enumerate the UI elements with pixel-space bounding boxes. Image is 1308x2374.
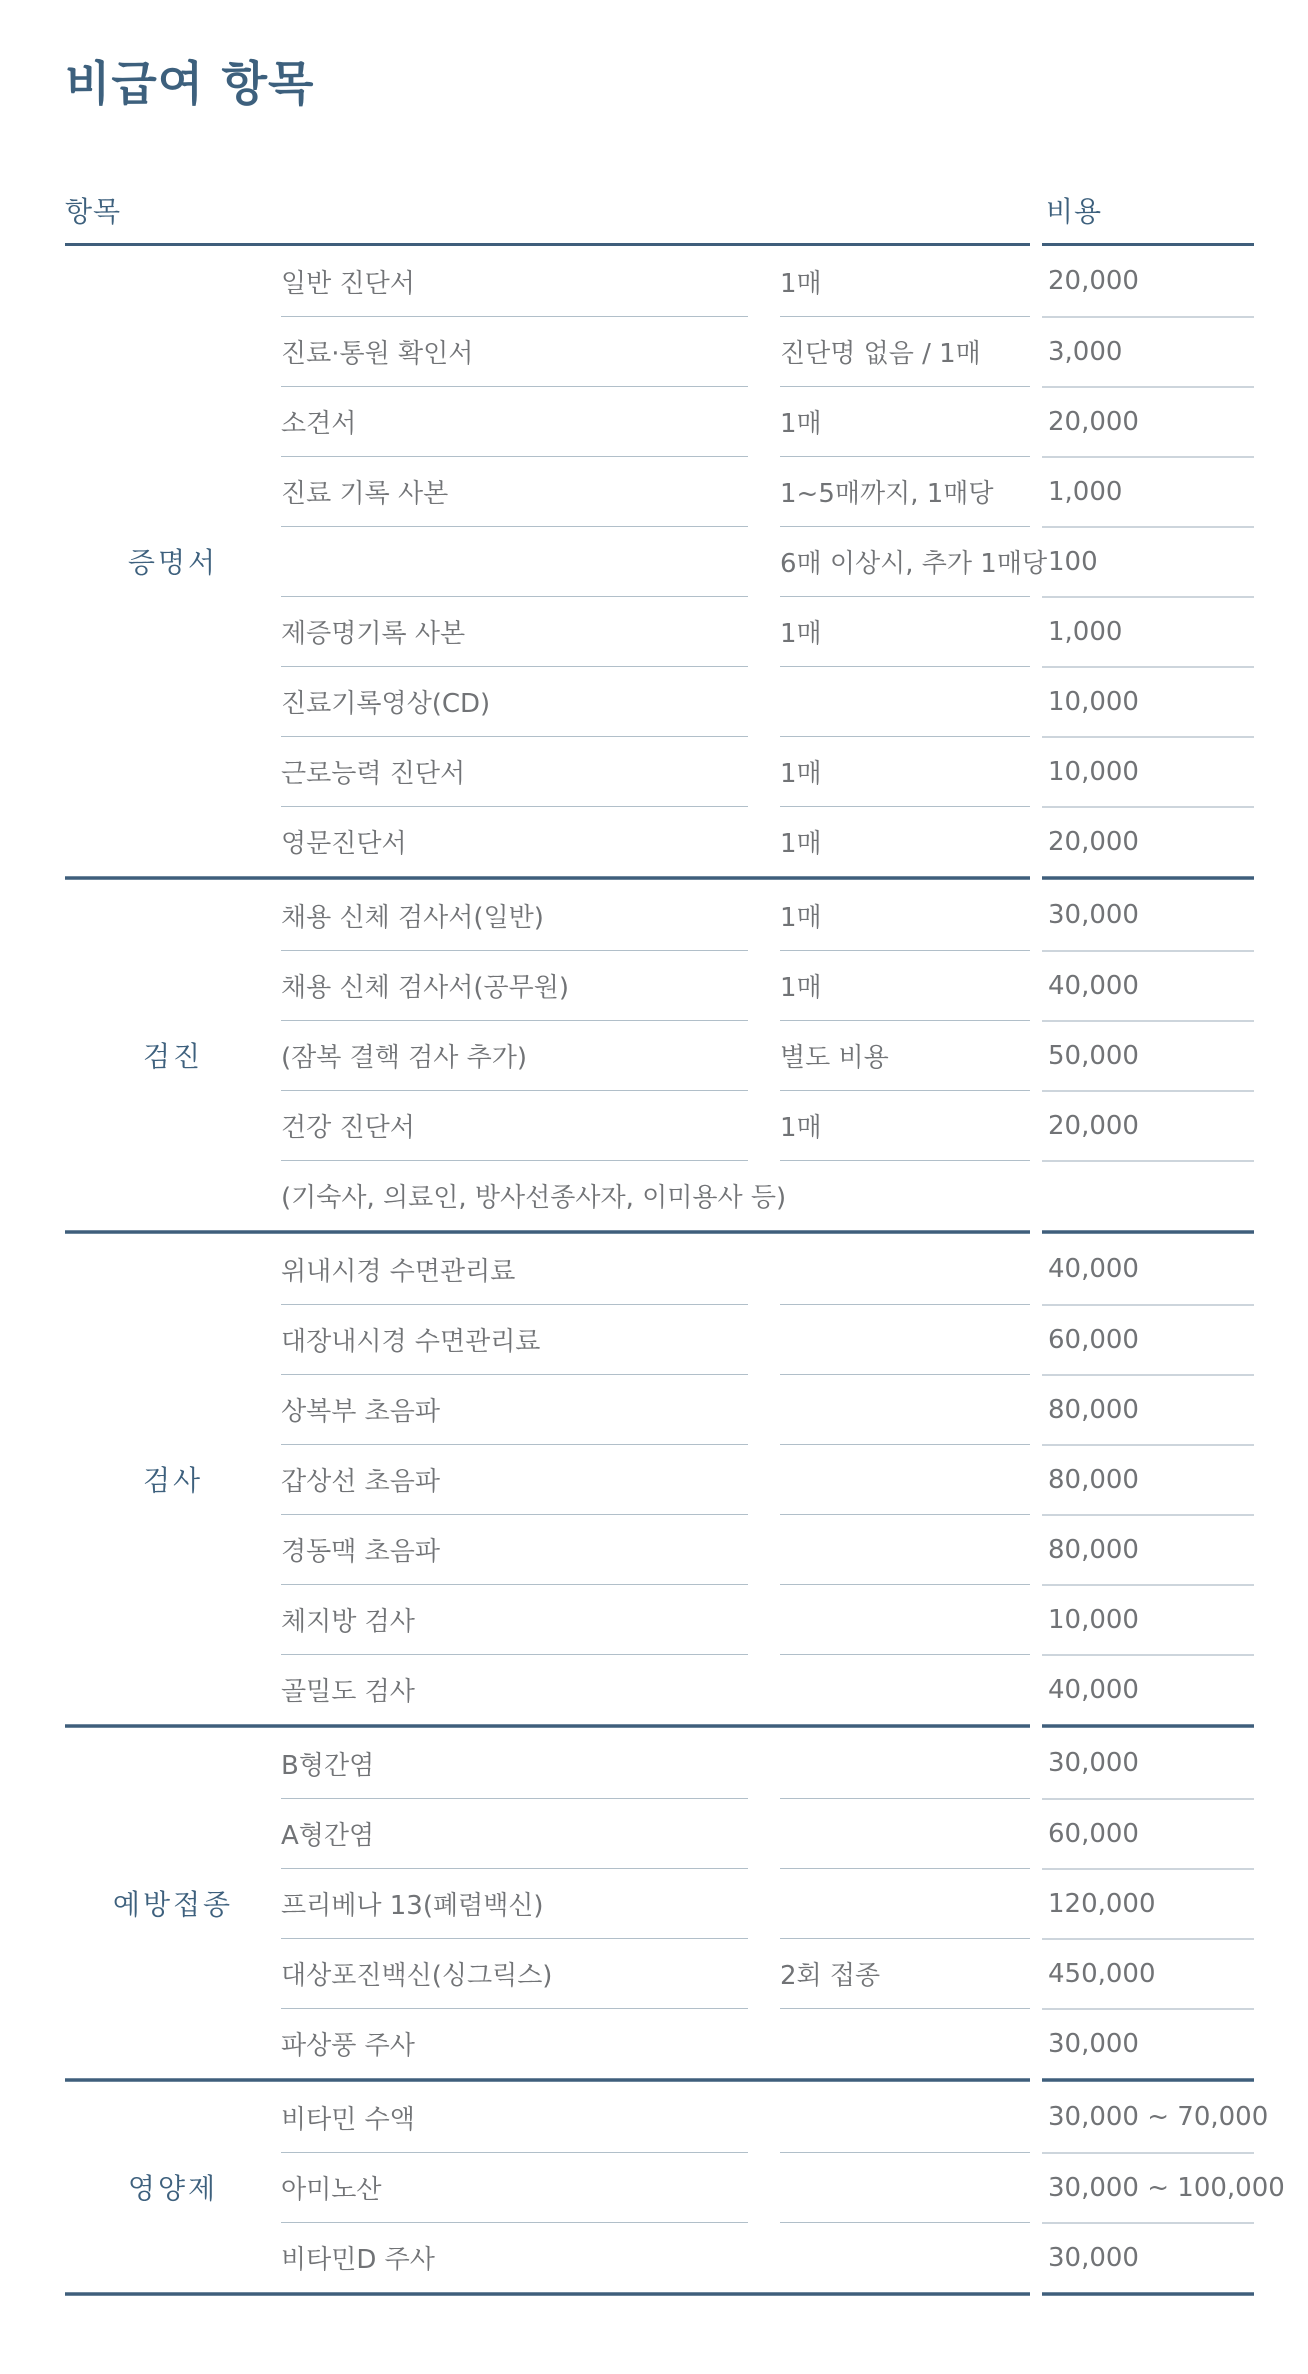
column-header-cost: 비용	[1042, 190, 1254, 246]
item-name: 아미노산	[281, 2152, 748, 2222]
item-cost: 30,000	[1048, 1748, 1139, 1779]
item-cost: 100	[1042, 526, 1254, 596]
item-name: 대장내시경 수면관리료	[281, 1304, 748, 1374]
item-cost: 80,000	[1042, 1444, 1254, 1514]
item-name: 제증명기록 사본	[281, 596, 748, 666]
item-quantity: 1매	[780, 902, 822, 933]
item-quantity: 1매	[780, 1090, 1030, 1160]
item-name: 파상풍 주사	[281, 2008, 748, 2078]
item-cost: 60,000	[1042, 1304, 1254, 1374]
item-quantity	[780, 1304, 1030, 1374]
item-name: 소견서	[281, 386, 748, 456]
item-name: 골밀도 검사	[281, 1654, 748, 1724]
item-cost: 30,000	[1048, 900, 1139, 931]
column-header-item: 항목	[65, 190, 1030, 246]
item-cost: 450,000	[1042, 1938, 1254, 2008]
item-cost: 3,000	[1042, 316, 1254, 386]
item-cost: 30,000	[1042, 2222, 1254, 2292]
item-name: 경동맥 초음파	[281, 1514, 748, 1584]
item-quantity	[780, 2152, 1030, 2222]
item-cost: 20,000	[1042, 386, 1254, 456]
item-quantity	[780, 666, 1030, 736]
item-quantity: 별도 비용	[780, 1020, 1030, 1090]
table-body	[65, 246, 1285, 2296]
item-cost: 10,000	[1042, 736, 1254, 806]
item-name: 비타민D 주사	[281, 2222, 748, 2292]
item-name: 대상포진백신(싱그릭스)	[281, 1938, 748, 2008]
section-certificates	[65, 246, 1254, 876]
item-cost: 60,000	[1042, 1798, 1254, 1868]
section-medical-checkup	[65, 880, 1254, 1230]
item-cost: 10,000	[1042, 666, 1254, 736]
item-quantity	[780, 1728, 1030, 1798]
item-quantity	[780, 1514, 1030, 1584]
item-quantity: 6매 이상시, 추가 1매당	[780, 526, 1030, 596]
item-quantity	[780, 2082, 1030, 2152]
item-cost: 40,000	[1048, 1254, 1139, 1285]
item-cost: 1,000	[1042, 596, 1254, 666]
item-name: 갑상선 초음파	[281, 1444, 748, 1514]
item-quantity: 1매	[780, 386, 1030, 456]
item-name: 위내시경 수면관리료	[281, 1256, 516, 1287]
section-divider	[65, 2292, 1254, 2296]
item-quantity	[780, 1374, 1030, 1444]
item-quantity: 1매	[780, 806, 1030, 876]
item-cost: 120,000	[1042, 1868, 1254, 1938]
section-supplements	[65, 2082, 1285, 2292]
item-name: (기숙사, 의료인, 방사선종사자, 이미용사 등)	[281, 1160, 748, 1230]
item-name: A형간염	[281, 1798, 748, 1868]
item-cost: 20,000	[1042, 1090, 1254, 1160]
item-cost: 30,000	[1042, 2008, 1254, 2078]
item-name: 프리베나 13(폐렴백신)	[281, 1868, 748, 1938]
item-cost	[1042, 1160, 1254, 1230]
item-quantity: 2회 접종	[780, 1938, 1030, 2008]
item-name: (잠복 결핵 검사 추가)	[281, 1020, 748, 1090]
item-cost: 10,000	[1042, 1584, 1254, 1654]
item-quantity: 1매	[780, 268, 822, 299]
item-quantity	[780, 1654, 1030, 1724]
item-name: 진료·통원 확인서	[281, 316, 748, 386]
item-name: 체지방 검사	[281, 1584, 748, 1654]
item-name: 근로능력 진단서	[281, 736, 748, 806]
item-name: 건강 진단서	[281, 1090, 748, 1160]
item-quantity: 1매	[780, 596, 1030, 666]
item-cost: 30,000 ~ 70,000	[1048, 2102, 1269, 2133]
item-name: 비타민 수액	[281, 2104, 415, 2135]
category-label: 검사	[142, 1464, 204, 1498]
fee-table	[65, 190, 1285, 2296]
item-name: 일반 진단서	[281, 268, 415, 299]
item-cost: 20,000	[1042, 806, 1254, 876]
item-cost: 50,000	[1042, 1020, 1254, 1090]
item-quantity	[780, 1798, 1030, 1868]
category-label: 증명서	[127, 546, 219, 580]
item-quantity	[780, 2222, 1030, 2292]
item-name: 진료 기록 사본	[281, 456, 748, 526]
item-quantity	[780, 1584, 1030, 1654]
section-examinations	[65, 1234, 1254, 1724]
item-cost: 30,000 ~ 100,000	[1042, 2152, 1254, 2222]
item-cost: 80,000	[1042, 1514, 1254, 1584]
item-quantity: 1매	[780, 950, 1030, 1020]
section-vaccinations	[65, 1728, 1254, 2078]
item-quantity	[780, 1444, 1030, 1514]
item-name: 채용 신체 검사서(일반)	[281, 902, 544, 933]
item-quantity	[780, 2008, 1030, 2078]
category-label: 예방접종	[112, 1888, 234, 1922]
item-quantity: 1~5매까지, 1매당	[780, 456, 1030, 526]
category-label: 영양제	[127, 2172, 219, 2206]
page-title: 비급여 항목	[65, 57, 315, 112]
item-cost: 20,000	[1048, 266, 1139, 297]
item-quantity	[780, 1160, 1030, 1230]
divider-left-segment	[65, 2292, 1030, 2296]
item-cost: 40,000	[1042, 1654, 1254, 1724]
item-cost: 40,000	[1042, 950, 1254, 1020]
item-name: B형간염	[281, 1750, 375, 1781]
item-name	[281, 526, 748, 596]
item-cost: 80,000	[1042, 1374, 1254, 1444]
item-name: 채용 신체 검사서(공무원)	[281, 950, 748, 1020]
divider-right-segment	[1042, 2292, 1254, 2296]
item-quantity: 진단명 없음 / 1매	[780, 316, 1030, 386]
item-cost: 1,000	[1042, 456, 1254, 526]
table-header	[65, 190, 1254, 246]
category-label: 검진	[142, 1040, 204, 1074]
item-quantity: 1매	[780, 736, 1030, 806]
item-name: 상복부 초음파	[281, 1374, 748, 1444]
item-name: 진료기록영상(CD)	[281, 666, 748, 736]
item-quantity	[780, 1868, 1030, 1938]
item-quantity	[780, 1234, 1030, 1304]
item-name: 영문진단서	[281, 806, 748, 876]
